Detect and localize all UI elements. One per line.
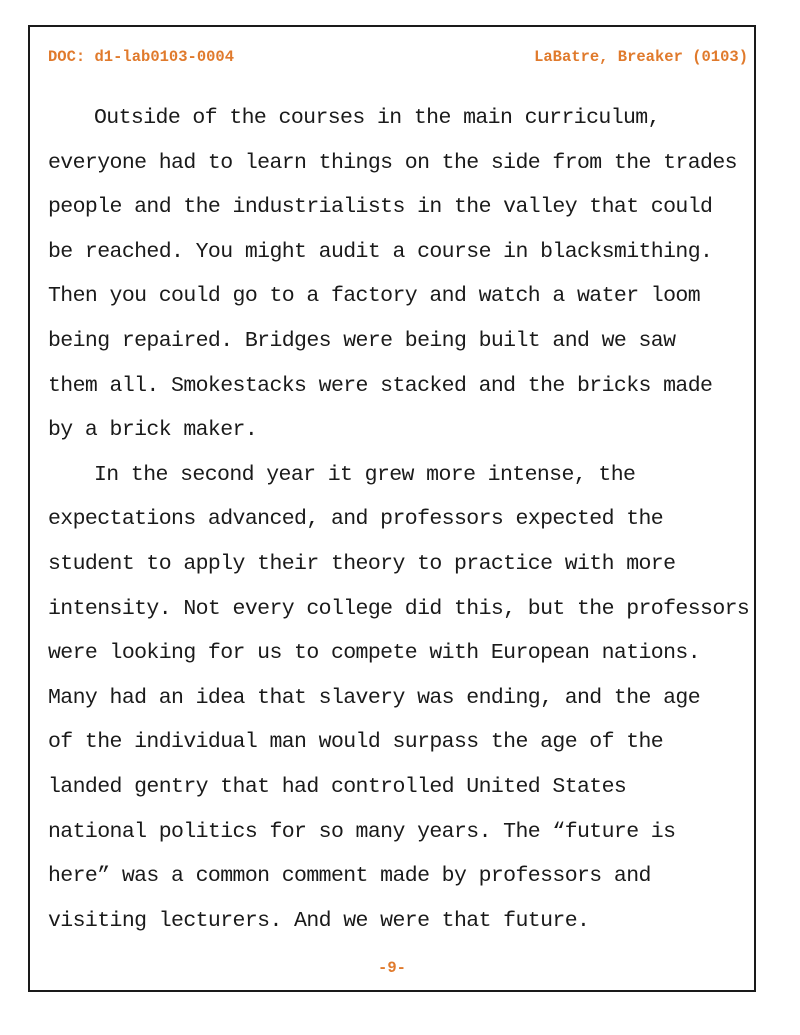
paragraph-1-line: be reached. You might audit a course in blacksmithing. [48,239,713,264]
paragraph-2-line: national politics for so many years. The “future is [48,819,676,844]
paragraph-1-line: being repaired. Bridges were being built and we saw [48,328,676,353]
paragraph-2-line: student to apply their theory to practice with more [48,551,676,576]
paragraph-2-line: expectations advanced, and professors expected the [48,507,664,532]
page-number: -9- [378,959,406,977]
paragraph-1-line: them all. Smokestacks were stacked and the bricks made [48,373,713,398]
paragraph-2-line: of the individual man would surpass the age of the [48,730,664,755]
paragraph-2-line: here” was a common comment made by professors and [48,864,651,889]
paragraph-2-line: intensity. Not every college did this, but the professors [48,596,750,621]
paragraph-2-line: landed gentry that had controlled United States [48,774,627,799]
paragraph-2-line: In the second year it grew more intense, the [94,462,636,487]
paragraph-1-line: by a brick maker. [48,418,258,443]
page-frame [28,25,756,992]
paragraph-2-line: were looking for us to compete with European nations. [48,641,701,666]
body-text [48,96,758,943]
paragraph-1-line: Outside of the courses in the main curriculum, [94,106,660,130]
paragraph-1-line: everyone had to learn things on the side from the trades [48,150,737,175]
doc-id: DOC: d1-lab0103-0004 [48,48,235,66]
paragraph-2-line: visiting lecturers. And we were that future. [48,908,590,933]
paragraph-1-line: Then you could go to a factory and watch a water loom [48,284,701,309]
author-label: LaBatre, Breaker (0103) [534,48,748,66]
paragraph-2-line: Many had an idea that slavery was ending, and the age [48,685,701,710]
paragraph-1-line: people and the industrialists in the valley that could [48,195,713,220]
